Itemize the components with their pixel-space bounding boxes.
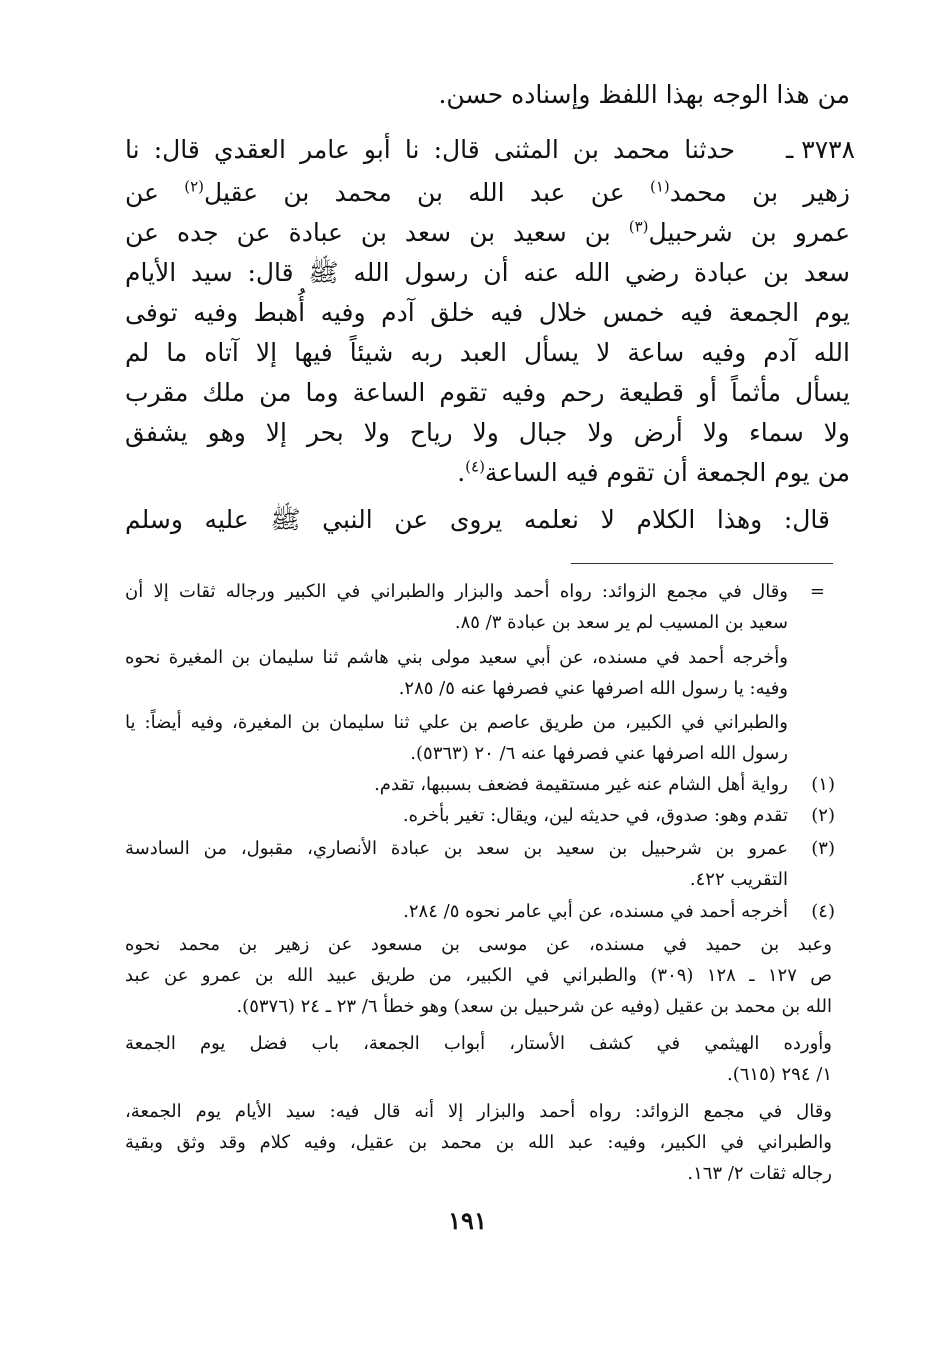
footnote-ref-2: (٢)	[184, 177, 205, 196]
footnote-text: وأخرجه أحمد في مسنده، عن أبي سعيد مولى بني هاشم ثنا سليمان بن المغيرة نحوه	[125, 647, 788, 668]
main-text-line: ولا سماء ولا أرض ولا جبال ولا رياح ولا بحر إلا وهو يشفق	[125, 418, 850, 447]
footnote-text: وقال في مجمع الزوائد: رواه أحمد والبزار إلا أنه قال فيه: سيد الأيام يوم الجمعة،	[125, 1101, 832, 1122]
main-text-line: حدثنا محمد بن المثنى قال: نا أبو عامر العقدي قال: نا	[125, 135, 735, 164]
main-text-line: قال: وهذا الكلام لا نعلمه يروى عن النبي ﷺ عليه وسلم	[125, 505, 830, 534]
footnote-text: تقدم وهو: صدوق، في حديثه لين، ويقال: تغير بأخره.	[402, 805, 788, 826]
footnote-text: عمرو بن شرحبيل بن سعيد بن سعد بن عبادة الأنصاري، مقبول، من السادسة	[125, 838, 788, 859]
footnote-text: أخرجه أحمد في مسنده، عن أبي عامر نحوه ٥/ ٢٨٤.	[403, 901, 788, 922]
main-text-line	[125, 213, 850, 253]
main-text-line	[125, 173, 850, 213]
main-text-span: .	[457, 458, 466, 487]
main-text-line: سعد بن عبادة رضي الله عنه أن رسول الله ﷺ قال: سيد الأيام	[125, 258, 850, 287]
footnote-text: ص ١٢٧ ـ ١٢٨ (٣٠٩) والطبراني في الكبير، من طريق عبيد الله بن عمرو عن عبد	[125, 965, 833, 986]
main-text-line: يوم الجمعة فيه خمس خلال فيه خلق آدم وفيه أُهبط وفيه توفى	[125, 298, 850, 327]
footnote-marker: (٤)	[811, 901, 835, 922]
footnote-marker: (١)	[811, 774, 835, 795]
main-text-line	[125, 453, 850, 493]
footnote-text: رجاله ثقات ٢/ ١٦٣.	[687, 1163, 832, 1184]
footnote-text: رسول الله اصرفها عني فصرفها عنه ٦/ ٢٠ (٥٣٦٣).	[410, 743, 788, 764]
hadith-number: ٣٧٣٨ ـ	[786, 135, 855, 164]
footnote-text: ١/ ٢٩٤ (٦١٥).	[727, 1064, 832, 1085]
footnote-ref-4: (٤)	[465, 457, 485, 476]
footnote-text: والطبراني في الكبير، من طريق عاصم بن علي ثنا سليمان بن المغيرة، وفيه أيضاً: يا	[125, 712, 788, 733]
footnote-marker: (٢)	[811, 805, 835, 826]
footnote-ref-1: (١)	[649, 177, 670, 196]
main-text-span: بن سعيد بن سعد بن عبادة عن جده عن	[125, 218, 629, 247]
footnote-separator	[571, 563, 833, 564]
main-text-line: الله آدم وفيه ساعة لا يسأل العبد ربه شيئاً فيها إلا آتاه ما لم	[125, 338, 850, 367]
main-text-span: عن عبد الله بن محمد بن عقيل	[204, 178, 650, 207]
footnote-text: وفيه: يا رسول الله اصرفها عني فصرفها عنه ٥/ ٢٨٥.	[398, 678, 788, 699]
page-number: ١٩١	[448, 1206, 487, 1235]
footnote-text: الله بن محمد بن عقيل (وفيه عن شرحبيل بن سعد) وهو خطأ ٦/ ٢٣ ـ ٢٤ (٥٣٧٦).	[236, 996, 832, 1017]
footnote-text: سعيد بن المسيب لم ير سعد بن عبادة ٣/ ٨٥.	[454, 612, 788, 633]
main-text-line: يسأل مأثماً أو قطيعة رحم وفيه تقوم الساعة وما من ملك مقرب	[125, 378, 850, 407]
continuation-marker: =	[809, 581, 825, 602]
footnote-text: رواية أهل الشام عنه غير مستقيمة فضعف بسببها، تقدم.	[374, 774, 788, 795]
main-text-span: عمرو بن شرحبيل	[648, 218, 850, 247]
footnote-text: وعبد بن حميد في مسنده، عن موسى بن مسعود عن زهير بن محمد نحوه	[125, 934, 832, 955]
footnote-text: التقريب ٤٢٢.	[689, 869, 788, 890]
main-text-span: زهير بن محمد	[669, 178, 850, 207]
footnote-text: والطبراني في الكبير، وفيه: عبد الله بن محمد بن عقيل، وفيه كلام وقد وثق وبقية	[125, 1132, 832, 1153]
footnote-marker: (٣)	[811, 838, 835, 859]
main-text-span: عن	[125, 178, 185, 207]
main-text-span: من يوم الجمعة أن تقوم فيه الساعة	[484, 458, 850, 487]
main-text-line: من هذا الوجه بهذا اللفظ وإسناده حسن.	[438, 80, 850, 109]
footnote-text: وأورده الهيثمي في كشف الأستار، أبواب الجمعة، باب فضل يوم الجمعة	[125, 1033, 832, 1054]
footnote-ref-3: (٣)	[628, 217, 649, 236]
footnote-text: وقال في مجمع الزوائد: رواه أحمد والبزار والطبراني في الكبير ورجاله ثقات إلا أن	[125, 581, 788, 602]
